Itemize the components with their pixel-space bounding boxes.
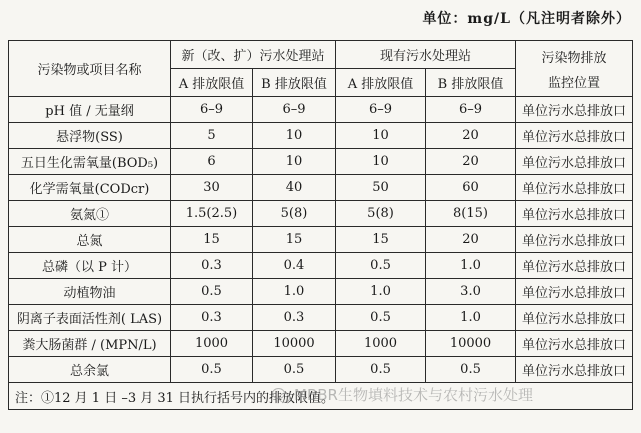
row-existing-limit-a: 50 [336,175,426,201]
row-monitor-location: 单位污水总排放口 [516,175,633,201]
row-monitor-location: 单位污水总排放口 [516,97,633,123]
row-existing-limit-b: 3.0 [426,279,516,305]
row-existing-limit-b: 20 [426,227,516,253]
row-item-name: 氨氮① [9,201,171,227]
table-row [9,123,633,149]
row-item-name: 总氮 [9,227,171,253]
row-new-limit-b: 1.0 [253,279,336,305]
row-existing-limit-a: 5(8) [336,201,426,227]
row-monitor-location: 单位污水总排放口 [516,279,633,305]
watermark-text: MBBR生物填料技术与农村污水处理 [294,386,533,404]
row-new-limit-b: 6–9 [253,97,336,123]
table-row [9,279,633,305]
header-new-limit-a: A 排放限值 [171,69,253,97]
table-row [9,331,633,357]
row-existing-limit-b: 1.0 [426,253,516,279]
row-monitor-location: 单位污水总排放口 [516,123,633,149]
row-new-limit-a: 0.5 [171,357,253,383]
row-monitor-location: 单位污水总排放口 [516,305,633,331]
row-existing-limit-b: 20 [426,149,516,175]
row-item-name: pH 值 / 无量纲 [9,97,171,123]
row-monitor-location: 单位污水总排放口 [516,201,633,227]
row-new-limit-b: 10 [253,123,336,149]
row-existing-limit-a: 0.5 [336,253,426,279]
row-new-limit-a: 30 [171,175,253,201]
row-monitor-location: 单位污水总排放口 [516,149,633,175]
row-monitor-location: 单位污水总排放口 [516,357,633,383]
row-monitor-location: 单位污水总排放口 [516,227,633,253]
row-existing-limit-a: 0.5 [336,305,426,331]
row-new-limit-a: 6 [171,149,253,175]
row-existing-limit-a: 0.5 [336,357,426,383]
table-body [9,97,633,383]
row-new-limit-a: 0.3 [171,253,253,279]
row-new-limit-b: 10000 [253,331,336,357]
row-new-limit-b: 0.5 [253,357,336,383]
row-existing-limit-b: 10000 [426,331,516,357]
table-row [9,227,633,253]
row-existing-limit-b: 0.5 [426,357,516,383]
row-existing-limit-a: 1.0 [336,279,426,305]
row-existing-limit-b: 1.0 [426,305,516,331]
row-item-name: 总磷（以 P 计） [9,253,171,279]
table-row [9,357,633,383]
row-new-limit-b: 40 [253,175,336,201]
footnote: 注：①12 月 1 日 –3 月 31 日执行括号内的排放限值。 [9,383,633,410]
row-new-limit-b: 10 [253,149,336,175]
row-item-name: 动植物油 [9,279,171,305]
row-item-name: 五日生化需氧量(BOD₅) [9,149,171,175]
table-row [9,201,633,227]
row-new-limit-b: 0.3 [253,305,336,331]
header-new-limit-b: B 排放限值 [253,69,336,97]
header-existing-limit-a: A 排放限值 [336,69,426,97]
header-monitor-location [516,41,633,97]
header-item-name: 污染物或项目名称 [9,41,171,97]
row-item-name: 总余氯 [9,357,171,383]
table-row [9,253,633,279]
row-existing-limit-b: 8(15) [426,201,516,227]
row-existing-limit-a: 6–9 [336,97,426,123]
row-existing-limit-a: 1000 [336,331,426,357]
row-new-limit-a: 5 [171,123,253,149]
row-item-name: 化学需氧量(CODcr) [9,175,171,201]
row-existing-limit-a: 15 [336,227,426,253]
table-row [9,175,633,201]
table-row [9,149,633,175]
row-existing-limit-b: 20 [426,123,516,149]
row-existing-limit-a: 10 [336,149,426,175]
row-new-limit-b: 15 [253,227,336,253]
row-item-name: 阴离子表面活性剂( LAS) [9,305,171,331]
row-new-limit-a: 1000 [171,331,253,357]
row-monitor-location: 单位污水总排放口 [516,253,633,279]
header-new-station: 新（改、扩）污水处理站 [171,41,336,69]
row-existing-limit-a: 10 [336,123,426,149]
row-new-limit-a: 0.3 [171,305,253,331]
row-new-limit-a: 1.5(2.5) [171,201,253,227]
row-item-name: 悬浮物(SS) [9,123,171,149]
header-monitor-line1: 污染物排放 [541,50,607,66]
row-new-limit-a: 0.5 [171,279,253,305]
table-row [9,97,633,123]
header-existing-limit-b: B 排放限值 [426,69,516,97]
row-new-limit-a: 15 [171,227,253,253]
row-item-name: 粪大肠菌群 / (MPN/L) [9,331,171,357]
unit-note: 单位：mg/L（凡注明者除外） [422,11,631,27]
header-existing-station: 现有污水处理站 [336,41,516,69]
header-monitor-line2: 监控位置 [548,75,601,91]
row-new-limit-b: 0.4 [253,253,336,279]
row-existing-limit-b: 60 [426,175,516,201]
row-existing-limit-b: 6–9 [426,97,516,123]
row-new-limit-b: 5(8) [253,201,336,227]
discharge-limits-table [8,40,633,410]
row-new-limit-a: 6–9 [171,97,253,123]
row-monitor-location: 单位污水总排放口 [516,331,633,357]
table-row [9,305,633,331]
